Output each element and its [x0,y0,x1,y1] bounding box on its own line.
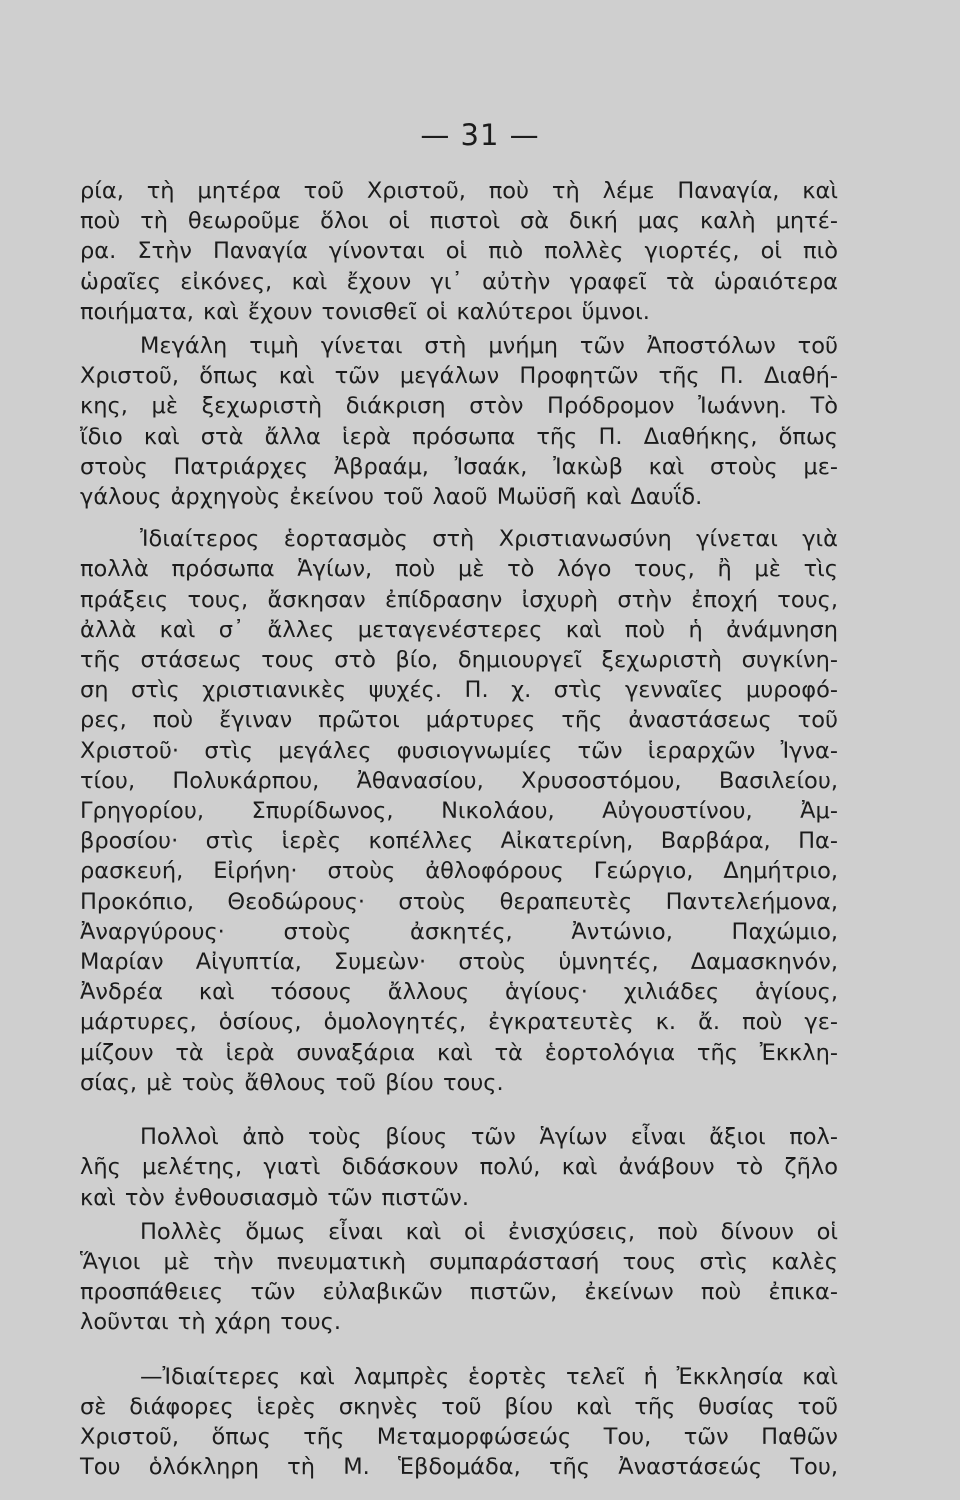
paragraph-saints [80,524,838,1098]
text-line: Πολλοὶ ἀπὸ τοὺς βίους τῶν Ἁγίων εἶναι ἄξιοι πολ- [140,1124,838,1151]
text-line: τίου, Πολυκάρπου, Ἀθανασίου, Χρυσοστόμου, Βασιλείου, [80,767,838,794]
page-number: — 31 — [420,118,540,152]
paragraph-feasts [80,1362,838,1483]
text-line: ρα. Στὴν Παναγία γίνονται οἱ πιὸ πολλὲς γιορτές, οἱ πιὸ [80,238,838,265]
text-line: Χριστοῦ, ὅπως καὶ τῶν μεγάλων Προφητῶν τῆς Π. Διαθή- [80,363,838,390]
text-line: Του ὁλόκληρη τὴ Μ. Ἑβδομάδα, τῆς Ἀναστάσεώς Του, [80,1454,838,1481]
text-line: Ἀναργύρους· στοὺς ἀσκητές, Ἀντώνιο, Παχώμιο, [80,918,838,945]
text-line: Μεγάλη τιμὴ γίνεται στὴ μνήμη τῶν Ἀποστόλων τοῦ [140,333,838,360]
text-line: ση στὶς χριστιανικὲς ψυχές. Π. χ. στὶς γενναῖες μυροφό- [80,677,838,704]
text-line: ρασκευή, Εἰρήνη· στοὺς ἀθλοφόρους Γεώργιο, Δημήτριο, [80,858,838,885]
text-line: Ἰδιαίτερος ἑορτασμὸς στὴ Χριστιανωσύνη γίνεται γιὰ [140,526,838,553]
text-line: τῆς στάσεως τους στὸ βίο, δημιουργεῖ ξεχωριστὴ συγκίνη- [80,647,838,674]
text-line: λῆς μελέτης, γιατὶ διδάσκουν πολύ, καὶ ἀνάβουν τὸ ζῆλο [80,1154,838,1181]
text-line: βροσίου· στὶς ἱερὲς κοπέλλες Αἰκατερίνη, Βαρβάρα, Πα- [80,828,838,855]
text-line: ποὺ τὴ θεωροῦμε ὅλοι οἱ πιστοὶ σὰ δική μας καλὴ μητέ- [80,208,838,235]
text-line: πράξεις τους, ἄσκησαν ἐπίδρασην ἰσχυρὴ στὴν ἐποχή τους, [80,586,838,613]
text-line: Χριστοῦ, ὅπως τῆς Μεταμορφώσεώς Του, τῶν Παθῶν [80,1423,838,1450]
text-line: μίζουν τὰ ἱερὰ συναξάρια καὶ τὰ ἑορτολόγια τῆς Ἐκκλη- [80,1039,838,1066]
text-line: Ἅγιοι μὲ τὴν πνευματικὴ συμπαράστασή τους στὶς καλὲς [80,1248,838,1275]
text-line: ἴδιο καὶ στὰ ἄλλα ἱερὰ πρόσωπα τῆς Π. Διαθήκης, ὅπως [80,423,838,450]
paragraph-panagia [80,176,838,327]
paragraph-lives [80,1122,838,1213]
text-line: —Ἰδιαίτερες καὶ λαμπρὲς ἑορτὲς τελεῖ ἡ Ἐκκλησία καὶ [140,1363,838,1390]
paragraph-support [80,1217,838,1338]
paragraph-apostles [80,331,838,512]
text-line: μάρτυρες, ὁσίους, ὁμολογητές, ἐγκρατευτὲς κ. ἄ. ποὺ γε- [80,1009,838,1036]
text-line: Χριστοῦ· στὶς μεγάλες φυσιογνωμίες τῶν ἱεραρχῶν Ἰγνα- [80,737,838,764]
text-line: Μαρίαν Αἰγυπτία, Συμεὼν· στοὺς ὑμνητές, Δαμασκηνόν, [80,949,838,976]
text-line: Πολλὲς ὅμως εἶναι καὶ οἱ ἐνισχύσεις, ποὺ δίνουν οἱ [140,1218,838,1245]
text-line: ρία, τὴ μητέρα τοῦ Χριστοῦ, ποὺ τὴ λέμε Παναγία, καὶ [80,178,838,204]
text-line: ρες, ποὺ ἔγιναν πρῶτοι μάρτυρες τῆς ἀναστάσεως τοῦ [80,707,838,734]
text-line: γάλους ἀρχηγοὺς ἐκείνου τοῦ λαοῦ Μωϋσῆ καὶ Δαυΐδ. [80,484,703,511]
text-line: Ἀνδρέα καὶ τόσους ἄλλους ἁγίους· χιλιάδες ἁγίους, [80,979,838,1006]
text-line: λοῦνται τὴ χάρη τους. [80,1309,341,1336]
text-line: ἀλλὰ καὶ σ᾿ ἄλλες μεταγενέστερες καὶ ποὺ ἡ ἀνάμνηση [80,616,838,643]
text-line: ποιήματα, καὶ ἔχουν τονισθεῖ οἱ καλύτεροι ὕμνοι. [80,298,650,325]
text-line: πολλὰ πρόσωπα Ἁγίων, ποὺ μὲ τὸ λόγο τους, ἢ μὲ τὶς [80,556,838,583]
text-line: προσπάθειες τῶν εὐλαβικῶν πιστῶν, ἐκείνων ποὺ ἐπικα- [80,1279,838,1306]
text-line: κης, μὲ ξεχωριστὴ διάκριση στὸν Πρόδρομον Ἰωάννη. Τὸ [80,393,838,420]
document-body [80,176,838,1482]
text-line: Προκόπιο, Θεοδώρους· στοὺς θεραπευτὲς Παντελεήμονα, [80,888,838,915]
text-line: σὲ διάφορες ἱερὲς σκηνὲς τοῦ βίου καὶ τῆς θυσίας τοῦ [80,1393,838,1420]
text-line: στοὺς Πατριάρχες Ἀβραάμ, Ἰσαάκ, Ἰακὼβ καὶ στοὺς με- [80,453,838,480]
text-line: Γρηγορίου, Σπυρίδωνος, Νικολάου, Αὐγουστίνου, Ἀμ- [80,798,838,825]
text-line: σίας, μὲ τοὺς ἄθλους τοῦ βίου τους. [80,1069,504,1096]
text-line: καὶ τὸν ἐνθουσιασμὸ τῶν πιστῶν. [80,1184,470,1211]
text-line: ὡραῖες εἰκόνες, καὶ ἔχουν γι᾿ αὐτὴν γραφεῖ τὰ ὡραιότερα [80,268,838,295]
